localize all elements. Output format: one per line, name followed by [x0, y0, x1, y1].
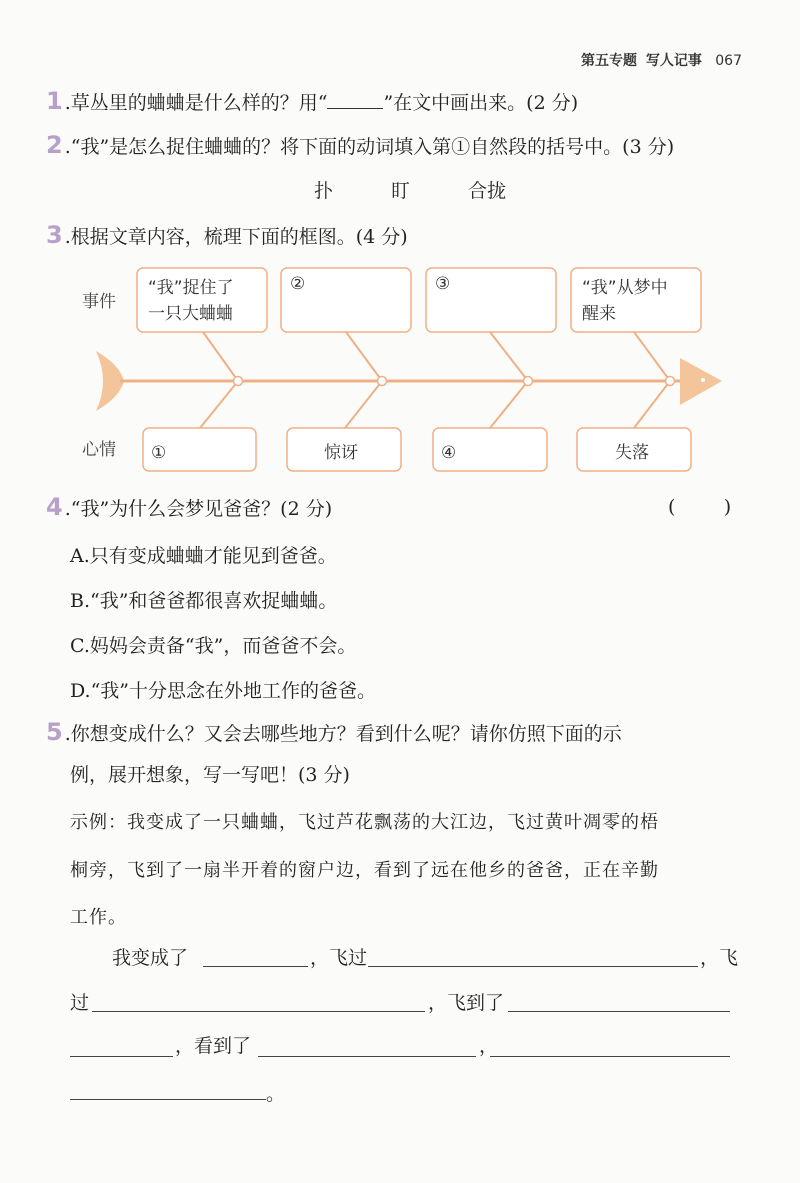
fill-text: 我变成了	[112, 947, 189, 969]
question-text: .“我”是怎么捉住蛐蛐的？将下面的动词填入第①自然段的括号中。(3 分)	[64, 136, 675, 158]
event-text: 一只大蛐蛐	[148, 304, 233, 324]
answer-line[interactable]	[490, 1056, 730, 1057]
question-1	[46, 88, 578, 116]
row-label-mood: 心情	[82, 440, 116, 460]
event-text: “我”捉住了	[148, 278, 234, 298]
answer-line[interactable]	[508, 1011, 730, 1012]
fill-text: ，	[479, 1035, 499, 1057]
event-text: ②	[290, 274, 306, 294]
fill-text: 。	[266, 1083, 286, 1105]
topic-title: 写人记事	[645, 53, 702, 69]
event-text: 醒来	[582, 304, 616, 324]
joint	[234, 377, 243, 386]
bone	[203, 332, 238, 381]
question-text-end: ”在文中画出来。(2 分)	[383, 92, 579, 114]
question-number: 3	[46, 221, 63, 249]
bone	[634, 381, 670, 428]
example-line: 示例：我变成了一只蛐蛐，飞过芦花飘荡的大江边，飞过黄叶凋零的梧	[70, 812, 659, 833]
question-4	[46, 494, 332, 522]
example-line: 工作。	[70, 907, 127, 928]
fishbone-diagram	[0, 255, 800, 480]
question-text: .根据文章内容，梳理下面的框图。(4 分)	[64, 226, 408, 248]
answer-blank[interactable]	[327, 108, 383, 109]
fill-text: 过	[70, 992, 90, 1014]
answer-line[interactable]	[203, 966, 308, 967]
mood-text: ①	[151, 443, 167, 463]
verb-list	[314, 178, 506, 204]
question-text: .你想变成什么？又会去哪些地方？看到什么呢？请你仿照下面的示	[64, 723, 622, 745]
row-label-event: 事件	[82, 292, 116, 312]
fish-tail	[96, 351, 124, 411]
option-b[interactable]: B.“我”和爸爸都很喜欢捉蛐蛐。	[70, 590, 338, 612]
fill-text: ，飞	[700, 947, 739, 969]
page-number: 067	[715, 53, 742, 69]
mood-text: 惊讶	[324, 443, 358, 463]
option-a[interactable]: A.只有变成蛐蛐才能见到爸爸。	[70, 545, 337, 567]
option-d[interactable]: D.“我”十分思念在外地工作的爸爸。	[70, 680, 377, 702]
section-title: 第五专题	[581, 53, 637, 69]
answer-line[interactable]	[368, 966, 698, 967]
question-text: .草丛里的蛐蛐是什么样的？用“	[64, 92, 328, 114]
answer-line[interactable]	[70, 1099, 266, 1100]
bone	[490, 381, 528, 428]
verb: 盯	[391, 180, 411, 202]
option-c[interactable]: C.妈妈会责备“我”，而爸爸不会。	[70, 635, 357, 657]
fill-text: ，飞到了	[428, 992, 505, 1014]
joint	[524, 377, 533, 386]
question-number: 4	[46, 493, 63, 521]
question-number: 2	[46, 131, 63, 159]
question-text: .“我”为什么会梦见爸爸？(2 分)	[64, 498, 333, 520]
joint	[378, 377, 387, 386]
fish-eye	[701, 378, 705, 382]
question-number: 1	[46, 87, 63, 115]
mood-text: ④	[441, 443, 457, 463]
answer-parentheses[interactable]: ( )	[668, 496, 732, 518]
question-number: 5	[46, 718, 63, 746]
question-5-line2: 例，展开想象，写一写吧！(3 分)	[70, 764, 350, 786]
bone	[200, 381, 238, 428]
answer-line[interactable]	[258, 1056, 476, 1057]
bone	[345, 381, 382, 428]
example-line: 桐旁，飞到了一扇半开着的窗户边，看到了远在他乡的爸爸，正在辛勤	[70, 860, 659, 881]
fill-text: ，看到了	[175, 1035, 252, 1057]
question-2	[46, 132, 674, 160]
bone	[490, 332, 528, 381]
event-text: “我”从梦中	[582, 278, 668, 298]
verb: 合拢	[468, 180, 507, 202]
page-header	[581, 50, 742, 70]
answer-line[interactable]	[92, 1011, 425, 1012]
mood-text: 失落	[615, 443, 649, 463]
fish-head	[680, 358, 722, 405]
question-5	[46, 719, 622, 747]
verb: 扑	[314, 180, 334, 202]
bone	[346, 332, 382, 381]
question-3	[46, 222, 408, 250]
joint	[666, 377, 675, 386]
event-text: ③	[435, 274, 451, 294]
answer-line[interactable]	[70, 1056, 173, 1057]
fill-text: ，飞过	[310, 947, 368, 969]
bone	[634, 332, 670, 381]
